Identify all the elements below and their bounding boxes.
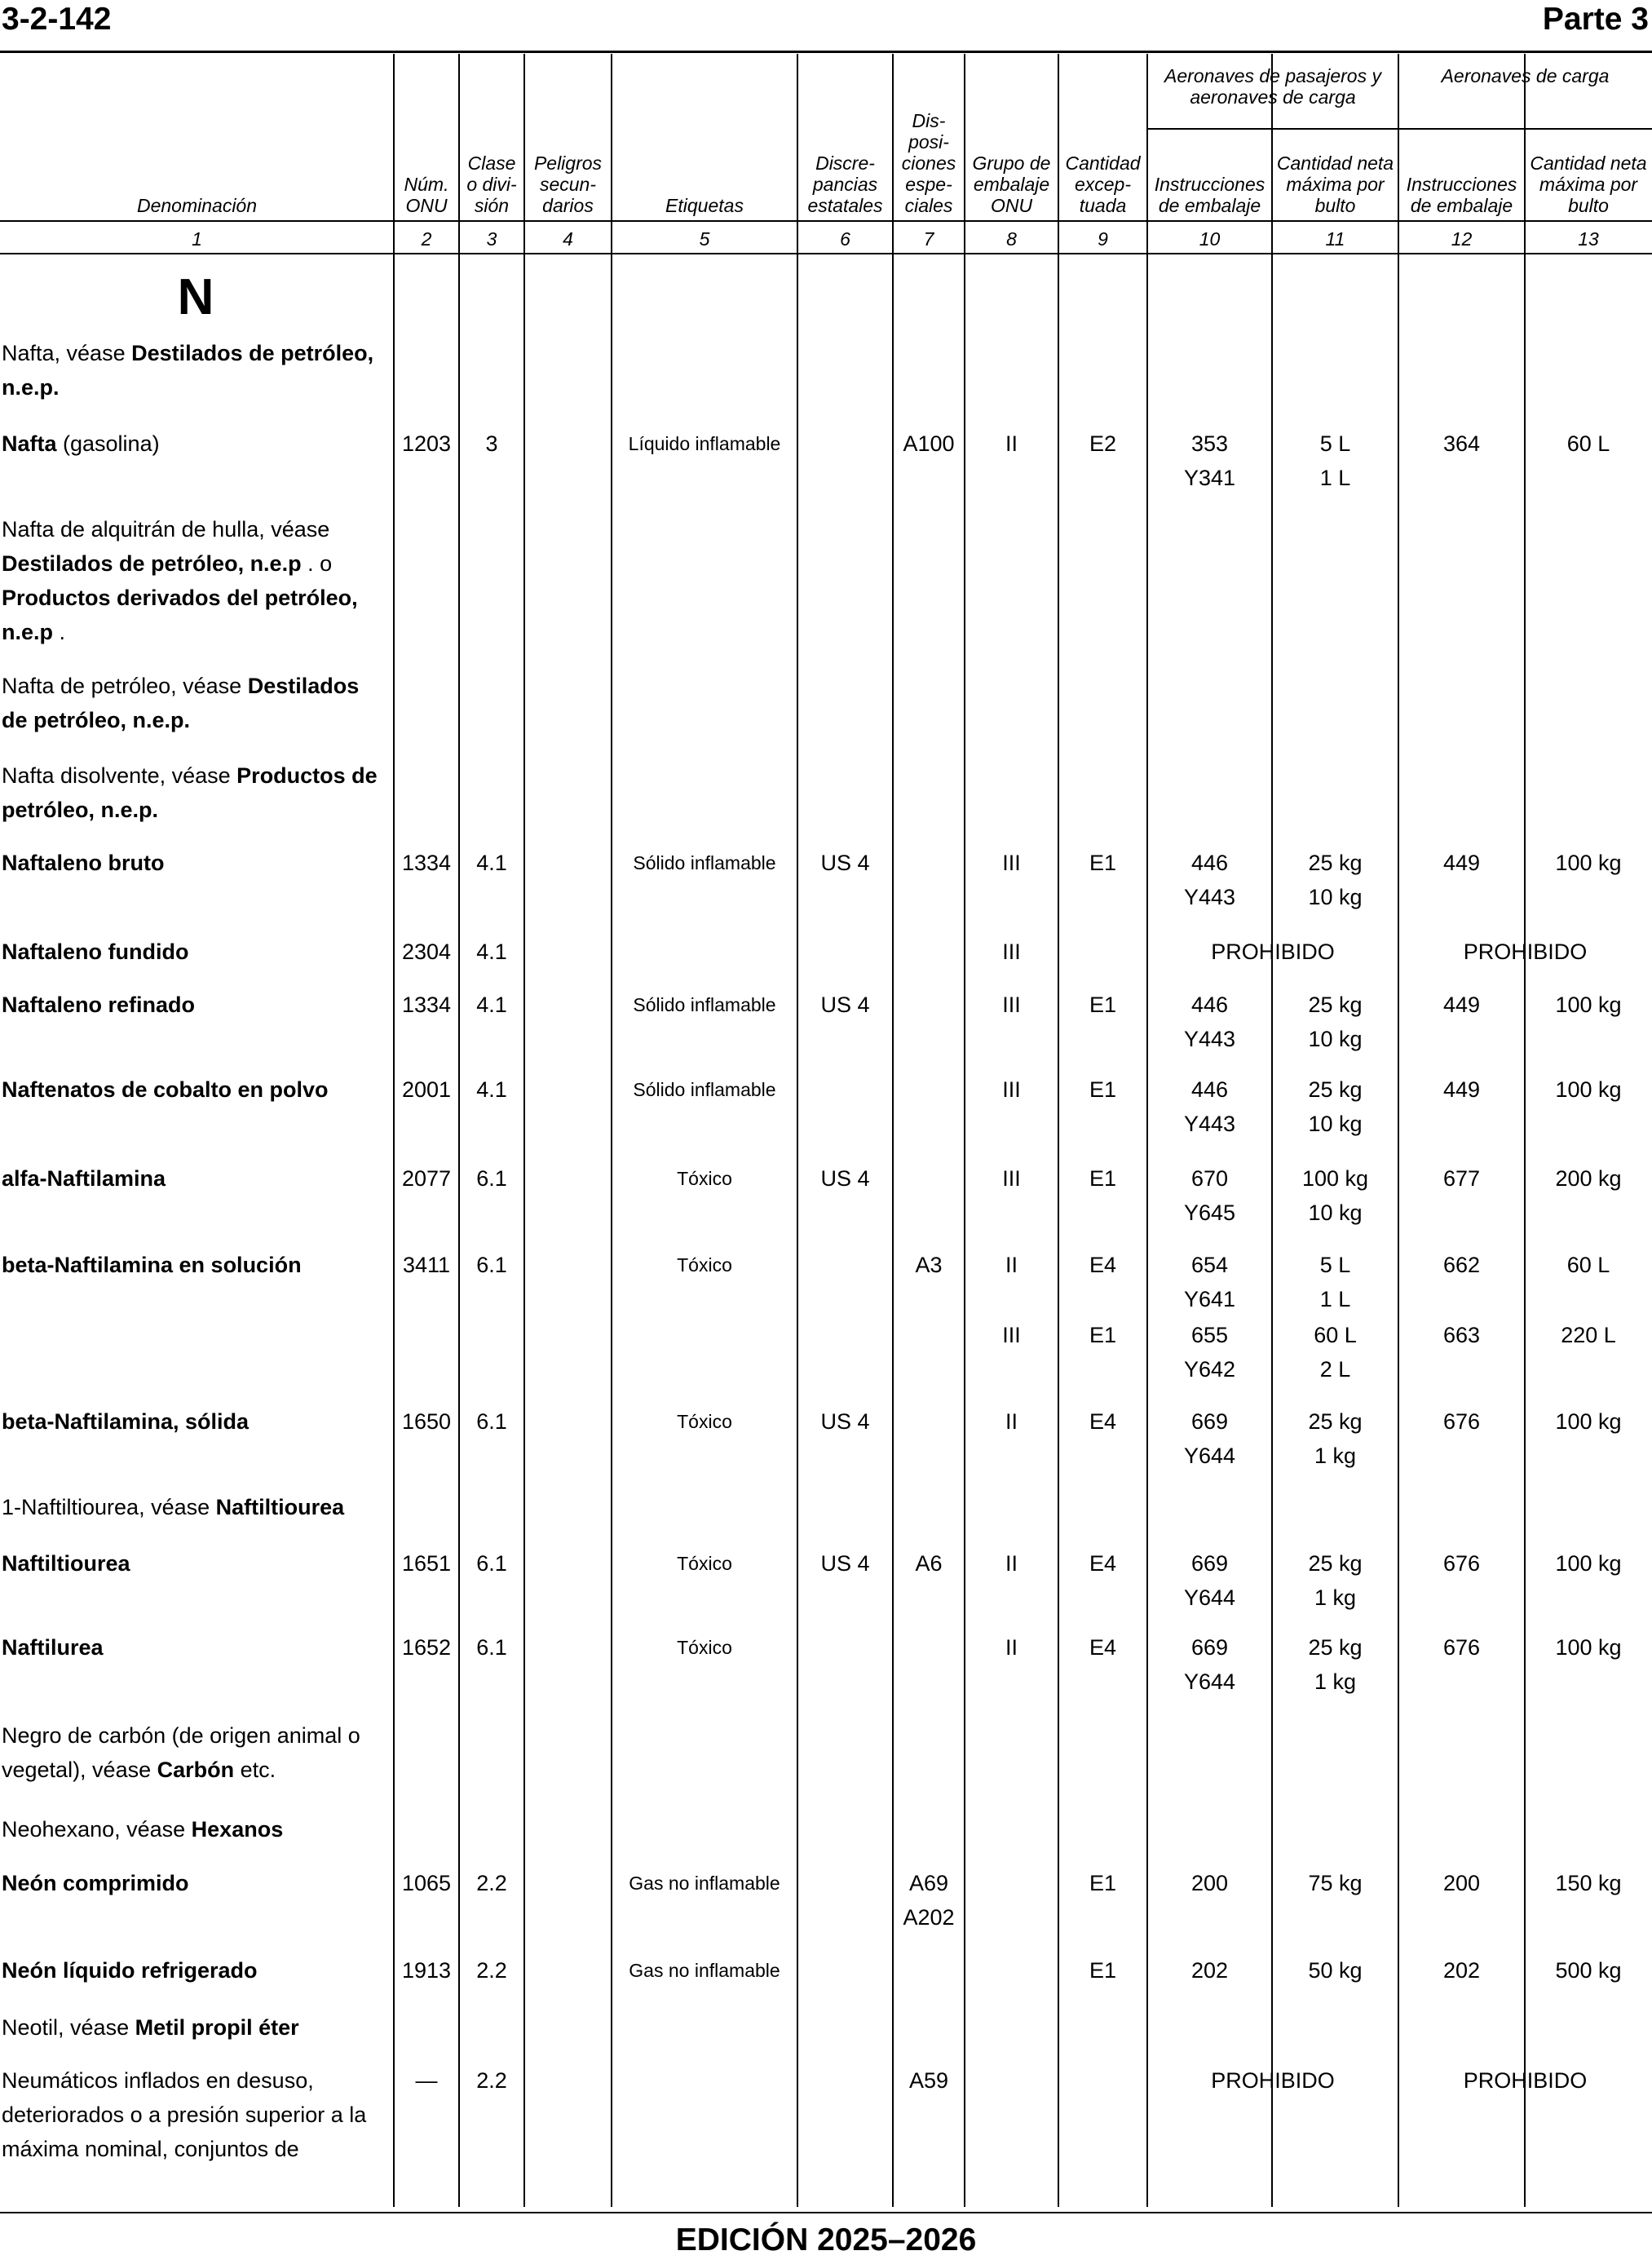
column-header-13: Cantidad neta máxima por bulto	[1530, 153, 1647, 216]
cell-cls: 4.1	[476, 851, 507, 875]
name-bold-segment: Naftilurea	[2, 1635, 104, 1660]
row-name	[2, 1248, 390, 1282]
cell-eq: E1	[1089, 1958, 1117, 1983]
name-bold-segment: Naftaleno bruto	[2, 851, 165, 875]
cell-pi-pax2: 655	[1190, 1323, 1229, 1347]
page-number: 3-2-142	[2, 2, 112, 37]
cell-eq2: E1	[1089, 1323, 1117, 1347]
cell-qty-cao: 500 kg	[1555, 1958, 1622, 1983]
cell-qty-pax-y: 1 kg	[1314, 1585, 1357, 1610]
cell-qty-pax: 100 kg	[1301, 1166, 1369, 1191]
cell-qty-pax: 25 kg	[1308, 1409, 1363, 1434]
cell-qty-cao: 150 kg	[1555, 1871, 1622, 1895]
cell-sp: A69	[908, 1871, 949, 1895]
cell-qty-cao: 100 kg	[1555, 851, 1622, 875]
cell-label: Tóxico	[677, 1168, 732, 1189]
name-bold-segment: Naftaleno fundido	[2, 940, 189, 964]
cell-un: 1203	[401, 431, 452, 456]
cell-eq: E4	[1089, 1409, 1117, 1434]
name-bold-segment: beta-Naftilamina en solución	[2, 1253, 302, 1277]
cell-label: Líquido inflamable	[628, 433, 781, 454]
column-header-12: Instrucciones de embalaje	[1406, 174, 1517, 216]
cell-pg: III	[1002, 1166, 1021, 1191]
section-letter: N	[177, 269, 214, 325]
row-name	[2, 846, 390, 880]
cell-qty-cao: 60 L	[1566, 431, 1610, 456]
name-segment: Nafta de petróleo, véase	[2, 674, 248, 698]
cell-cls: 6.1	[476, 1409, 507, 1434]
cell-pg: II	[1005, 1409, 1018, 1434]
name-segment: (gasolina)	[56, 431, 160, 456]
cell-label: Gas no inflamable	[629, 1960, 780, 1981]
column-number-5: 5	[699, 228, 710, 250]
column-header-8: Grupo de embalaje ONU	[972, 153, 1051, 216]
row-name	[2, 512, 390, 649]
cell-eq: E4	[1089, 1635, 1117, 1660]
cell-pi-pax: 446	[1190, 1077, 1229, 1102]
cell-pi-pax: 669	[1190, 1551, 1229, 1576]
cell-pi-cao: 677	[1442, 1166, 1481, 1191]
column-header-6: Discre- pancias estatales	[807, 153, 883, 216]
name-segment: Neotil, véase	[2, 2015, 135, 2040]
cell-qty-cao2: 220 L	[1561, 1323, 1616, 1347]
cell-pi-cao: 449	[1442, 993, 1481, 1017]
row-name	[2, 1718, 390, 1787]
cell-qty-pax: 75 kg	[1308, 1871, 1363, 1895]
cell-cls: 2.2	[476, 2068, 507, 2093]
row-name	[2, 427, 390, 461]
cell-sp: A59	[908, 2068, 949, 2093]
column-number-10: 10	[1199, 228, 1221, 250]
row-name	[2, 2063, 390, 2166]
row-name	[2, 1161, 390, 1196]
cell-un: 1652	[401, 1635, 452, 1660]
column-number-8: 8	[1006, 228, 1017, 250]
name-segment: etc.	[234, 1758, 276, 1782]
name-bold-segment: Hexanos	[191, 1817, 284, 1842]
cell-qty-pax: 25 kg	[1308, 993, 1363, 1017]
cell-pi-pax: 654	[1190, 1253, 1229, 1277]
cell-un: 1913	[401, 1958, 452, 1983]
cell-pi-pax-y: Y443	[1183, 1027, 1236, 1051]
cell-un: 1065	[401, 1871, 452, 1895]
cell-pi-pax-y: Y341	[1183, 466, 1236, 490]
cell-pi-pax: 670	[1190, 1166, 1229, 1191]
name-segment: Negro de carbón (de origen animal o vegetal), véase	[2, 1723, 360, 1782]
cell-cls: 4.1	[476, 993, 507, 1017]
column-number-rule	[0, 253, 1652, 254]
cell-eq: E1	[1089, 1166, 1117, 1191]
cell-qty-cao: 100 kg	[1555, 1635, 1622, 1660]
cell-sp2: A202	[903, 1905, 955, 1930]
cell-state: US 4	[820, 1551, 870, 1576]
name-bold-segment: Neón líquido refrigerado	[2, 1958, 258, 1983]
cell-qty-pax: 5 L	[1319, 1253, 1351, 1277]
part-label: Parte 3	[1542, 2, 1649, 37]
name-bold-segment: Nafta	[2, 431, 57, 456]
cell-cls: 6.1	[476, 1166, 507, 1191]
column-number-1: 1	[192, 228, 202, 250]
cell-state: US 4	[820, 1166, 870, 1191]
cell-un: 2001	[401, 1077, 452, 1102]
cell-pg: II	[1005, 1253, 1018, 1277]
cell-qty-cao: 60 L	[1566, 1253, 1610, 1277]
name-segment: Nafta de alquitrán de hulla, véase	[2, 517, 330, 542]
cell-pi-pax: 669	[1190, 1409, 1229, 1434]
cell-pi-pax: 200	[1190, 1871, 1229, 1895]
cell-qty-pax-y: 10 kg	[1308, 1112, 1363, 1136]
cell-pi-pax: 446	[1190, 851, 1229, 875]
cell-qty-pax: 25 kg	[1308, 851, 1363, 875]
cell-pi-cao: 200	[1442, 1871, 1481, 1895]
name-bold-segment: Carbón	[157, 1758, 235, 1782]
name-bold-segment: Destilados de petróleo, n.e.p	[2, 551, 302, 576]
cell-qty-pax-y: 10 kg	[1308, 1027, 1363, 1051]
name-bold-segment: Naftiltiourea	[2, 1551, 130, 1576]
column-header-11: Cantidad neta máxima por bulto	[1276, 153, 1394, 216]
column-number-3: 3	[486, 228, 497, 250]
cell-pi-pax-y: Y644	[1183, 1444, 1236, 1468]
cell-qty-pax-y: 10 kg	[1308, 1201, 1363, 1225]
cell-pi-cao: 676	[1442, 1635, 1481, 1660]
cell-qty-cao: 100 kg	[1555, 1077, 1622, 1102]
cell-label: Tóxico	[677, 1553, 732, 1574]
row-name	[2, 1812, 390, 1846]
name-bold-segment: Neón comprimido	[2, 1871, 189, 1895]
cell-qty-pax2: 60 L	[1314, 1323, 1357, 1347]
row-name	[2, 935, 390, 969]
cell-label: Tóxico	[677, 1637, 732, 1658]
cell-pi-cao: 364	[1442, 431, 1481, 456]
column-header-5: Etiquetas	[665, 195, 744, 216]
cell-cls: 6.1	[476, 1551, 507, 1576]
cell-pg2: III	[1002, 1323, 1021, 1347]
cell-label: Sólido inflamable	[633, 852, 776, 873]
row-name	[2, 1630, 390, 1665]
cell-eq: E1	[1089, 1871, 1117, 1895]
cell-eq: E1	[1089, 993, 1117, 1017]
name-segment: Nafta, véase	[2, 341, 132, 365]
column-header-3: Clase o divi- sión	[466, 153, 517, 216]
prohibited-cargo: PROHIBIDO	[1463, 2068, 1588, 2093]
cell-un: 1334	[401, 993, 452, 1017]
cell-cls: 2.2	[476, 1871, 507, 1895]
name-bold-segment: Naftiltiourea	[215, 1495, 345, 1519]
cell-pi-pax: 669	[1190, 1635, 1229, 1660]
row-name	[2, 1490, 390, 1524]
row-name	[2, 2010, 390, 2045]
cell-sp: A3	[915, 1253, 943, 1277]
name-bold-segment: Destilados de petróleo, n.e.p.	[2, 341, 374, 400]
name-bold-segment: Naftaleno refinado	[2, 993, 196, 1017]
header-bottom-rule	[0, 220, 1652, 222]
cell-qty-pax-y: 1 kg	[1314, 1669, 1357, 1694]
row-name	[2, 1404, 390, 1439]
name-segment: 1-Naftiltiourea, véase	[2, 1495, 216, 1519]
column-number-4: 4	[563, 228, 573, 250]
cell-qty-pax: 5 L	[1319, 431, 1351, 456]
cell-pg: III	[1002, 851, 1021, 875]
column-header-10: Instrucciones de embalaje	[1154, 174, 1266, 216]
cell-eq: E2	[1089, 431, 1117, 456]
prohibited-cargo: PROHIBIDO	[1463, 940, 1588, 964]
column-number-2: 2	[421, 228, 432, 250]
cell-pi-pax: 202	[1190, 1958, 1229, 1983]
prohibited-pax: PROHIBIDO	[1211, 2068, 1335, 2093]
group-header-passenger: Aeronaves de pasajeros y aeronaves de carga	[1164, 65, 1381, 108]
cell-qty-pax-y2: 2 L	[1319, 1357, 1351, 1382]
cell-pi-pax: 446	[1190, 993, 1229, 1017]
cell-qty-pax: 25 kg	[1308, 1077, 1363, 1102]
cell-label: Tóxico	[677, 1411, 732, 1432]
cell-pi-cao2: 663	[1442, 1323, 1481, 1347]
cell-cls: 2.2	[476, 1958, 507, 1983]
cell-eq: E1	[1089, 1077, 1117, 1102]
cell-cls: 4.1	[476, 1077, 507, 1102]
cell-qty-cao: 100 kg	[1555, 993, 1622, 1017]
cell-un: —	[415, 2068, 438, 2093]
group-header-cargo: Aeronaves de carga	[1441, 65, 1610, 86]
cell-pg: II	[1005, 1551, 1018, 1576]
cell-pi-pax-y2: Y642	[1183, 1357, 1236, 1382]
cell-qty-pax-y: 1 L	[1319, 466, 1351, 490]
row-name	[2, 669, 390, 737]
cell-label: Sólido inflamable	[633, 994, 776, 1015]
prohibited-pax: PROHIBIDO	[1211, 940, 1335, 964]
cell-eq: E4	[1089, 1551, 1117, 1576]
bottom-rule	[0, 2212, 1652, 2213]
name-bold-segment: Metil propil éter	[135, 2015, 299, 2040]
column-header-7: Dis- posi- ciones espe- ciales	[901, 110, 956, 216]
cell-pi-cao: 676	[1442, 1551, 1481, 1576]
cell-pg: II	[1005, 1635, 1018, 1660]
cell-qty-pax-y: 1 L	[1319, 1287, 1351, 1311]
cell-qty-pax: 25 kg	[1308, 1551, 1363, 1576]
cell-eq: E4	[1089, 1253, 1117, 1277]
name-bold-segment: alfa-Naftilamina	[2, 1166, 166, 1191]
cell-label: Sólido inflamable	[633, 1079, 776, 1100]
cell-sp: A6	[915, 1551, 943, 1576]
cell-qty-pax: 50 kg	[1308, 1958, 1363, 1983]
cell-cls: 4.1	[476, 940, 507, 964]
cell-state: US 4	[820, 993, 870, 1017]
cell-un: 2077	[401, 1166, 452, 1191]
cell-pi-cao: 449	[1442, 851, 1481, 875]
cell-pi-pax-y: Y645	[1183, 1201, 1236, 1225]
cell-qty-pax-y: 10 kg	[1308, 885, 1363, 909]
column-header-1: Denominación	[136, 195, 258, 216]
cell-state: US 4	[820, 1409, 870, 1434]
cell-state: US 4	[820, 851, 870, 875]
column-number-13: 13	[1578, 228, 1599, 250]
cell-pi-cao: 202	[1442, 1958, 1481, 1983]
cell-pi-pax-y: Y644	[1183, 1669, 1236, 1694]
name-bold-segment: beta-Naftilamina, sólida	[2, 1409, 250, 1434]
cell-cls: 3	[485, 431, 498, 456]
cell-pi-cao: 449	[1442, 1077, 1481, 1102]
top-rule	[0, 51, 1652, 53]
group-header-divider	[1147, 128, 1652, 130]
column-header-9: Cantidad excep- tuada	[1065, 153, 1141, 216]
row-name	[2, 758, 390, 827]
row-name	[2, 988, 390, 1022]
name-bold-segment: Productos derivados del petróleo, n.e.p	[2, 586, 358, 644]
name-segment: Nafta disolvente, véase	[2, 763, 237, 788]
cell-cls: 6.1	[476, 1253, 507, 1277]
cell-qty-cao: 100 kg	[1555, 1409, 1622, 1434]
cell-label: Tóxico	[677, 1254, 732, 1276]
row-name	[2, 1546, 390, 1581]
column-number-12: 12	[1451, 228, 1473, 250]
name-segment: .	[53, 620, 66, 644]
name-bold-segment: Naftenatos de cobalto en polvo	[2, 1077, 329, 1102]
name-bold-segment: Productos de petróleo, n.e.p.	[2, 763, 378, 822]
name-segment: Neohexano, véase	[2, 1817, 192, 1842]
cell-pg: III	[1002, 993, 1021, 1017]
cell-cls: 6.1	[476, 1635, 507, 1660]
cell-un: 1334	[401, 851, 452, 875]
cell-qty-pax-y: 1 kg	[1314, 1444, 1357, 1468]
row-name	[2, 1072, 390, 1107]
column-header-4: Peligros secun- darios	[533, 153, 603, 216]
cell-un: 2304	[401, 940, 452, 964]
cell-pi-pax-y: Y641	[1183, 1287, 1236, 1311]
cell-un: 3411	[402, 1253, 451, 1277]
edition-footer: EDICIÓN 2025–2026	[675, 2222, 977, 2257]
cell-pi-pax-y: Y443	[1183, 1112, 1236, 1136]
cell-pi-pax-y: Y644	[1183, 1585, 1236, 1610]
cell-qty-cao: 100 kg	[1555, 1551, 1622, 1576]
name-segment: . o	[301, 551, 333, 576]
cell-un: 1650	[401, 1409, 452, 1434]
cell-qty-pax: 25 kg	[1308, 1635, 1363, 1660]
name-bold-segment: Destilados de petróleo, n.e.p.	[2, 674, 360, 732]
cell-pg: II	[1005, 431, 1018, 456]
cell-pg: III	[1002, 940, 1021, 964]
cell-pi-cao: 676	[1442, 1409, 1481, 1434]
column-number-7: 7	[923, 228, 934, 250]
cell-pg: III	[1002, 1077, 1021, 1102]
cell-qty-cao: 200 kg	[1555, 1166, 1622, 1191]
cell-label: Gas no inflamable	[629, 1873, 780, 1894]
cell-pi-cao: 662	[1442, 1253, 1481, 1277]
row-name	[2, 336, 390, 405]
row-name	[2, 1866, 390, 1900]
cell-sp: A100	[903, 431, 955, 456]
column-number-11: 11	[1325, 228, 1345, 250]
name-segment: Neumáticos inflados en desuso, deteriorados o a presión superior a la máxima nominal, conjuntos de	[2, 2068, 367, 2161]
cell-pi-pax-y: Y443	[1183, 885, 1236, 909]
row-name	[2, 1953, 390, 1988]
cell-un: 1651	[401, 1551, 452, 1576]
cell-pi-pax: 353	[1190, 431, 1229, 456]
column-header-2: Núm. ONU	[404, 174, 449, 216]
cell-eq: E1	[1089, 851, 1117, 875]
column-number-9: 9	[1098, 228, 1108, 250]
column-number-6: 6	[840, 228, 850, 250]
